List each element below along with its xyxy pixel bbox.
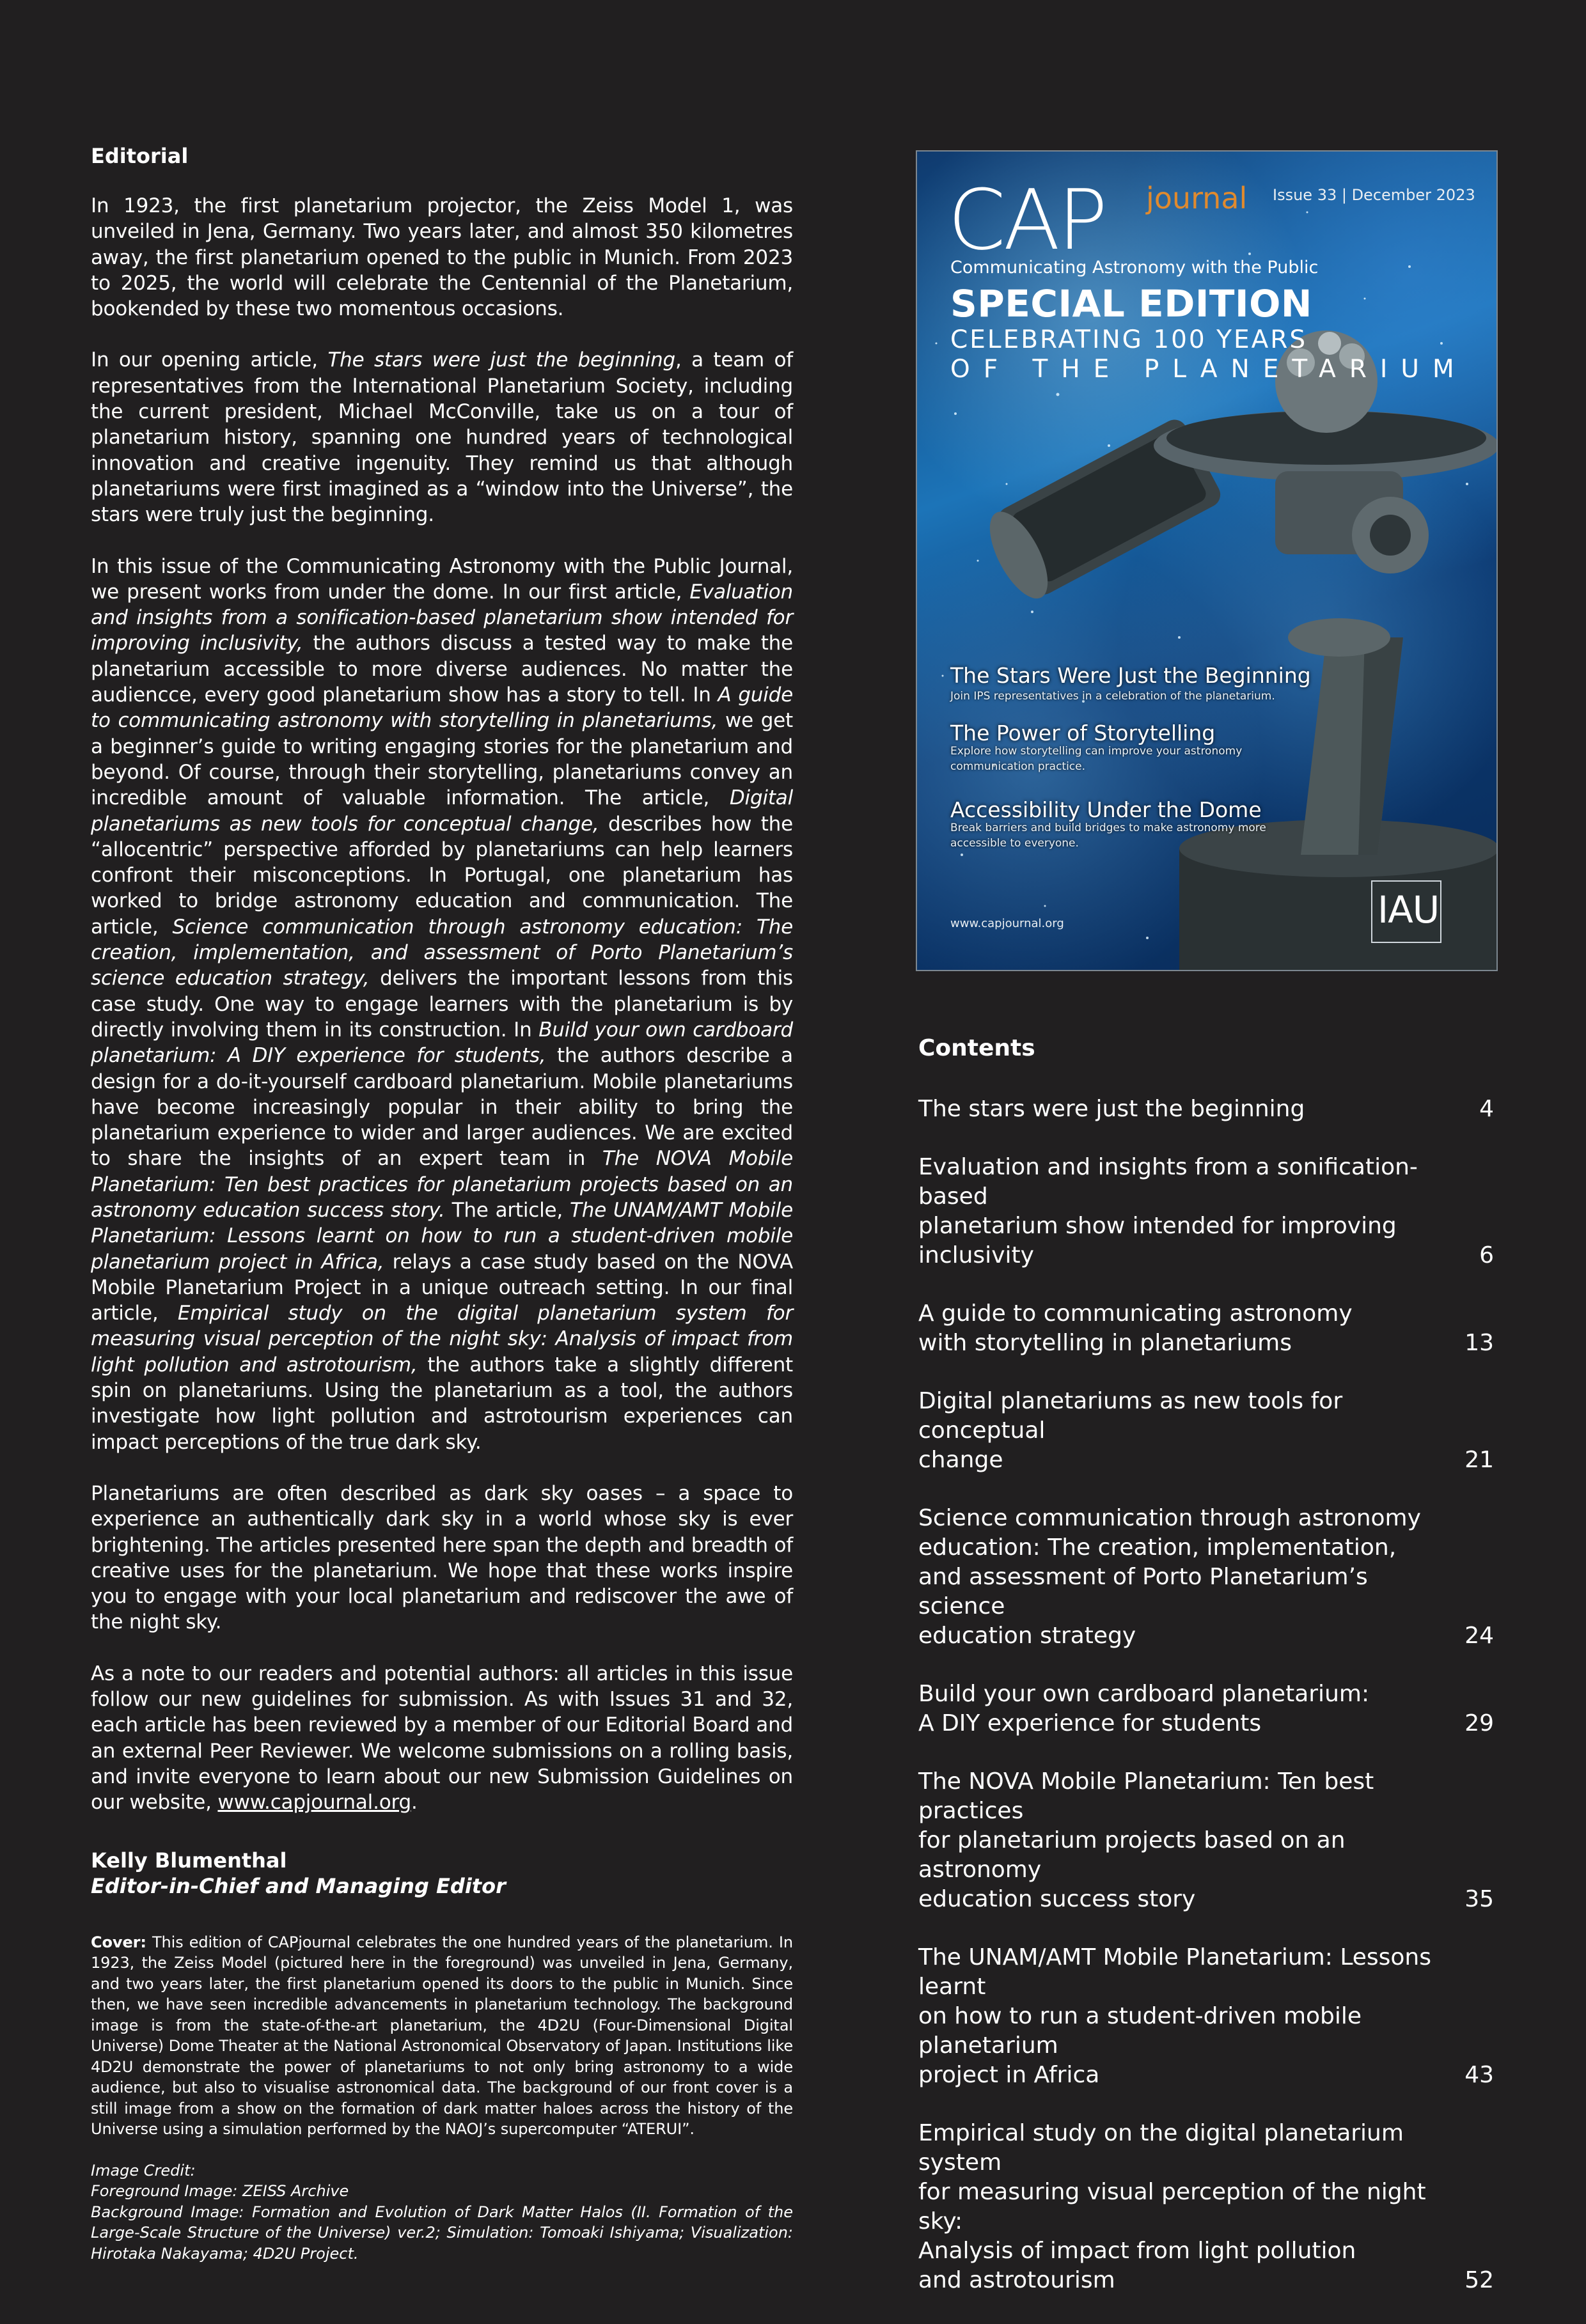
- toc-entry[interactable]: [918, 1943, 1494, 2090]
- website-link[interactable]: www.capjournal.org: [217, 1791, 411, 1814]
- toc-entry[interactable]: [918, 1767, 1494, 1914]
- editorial-heading: Editorial: [91, 144, 189, 168]
- celebrating-line-2: OF THE PLANETARIUM: [950, 355, 1468, 384]
- contents-heading: Contents: [918, 1035, 1035, 1061]
- toc-entry-title: A guide to communicating astronomy with storytelling in planetariums: [918, 1300, 1353, 1356]
- journal-logo-suffix: journal: [1146, 181, 1248, 215]
- image-credits: [91, 2160, 793, 2265]
- cover-feature-subtitle: Break barriers and build bridges to make astronomy more accessible to everyone.: [950, 822, 1266, 850]
- editorial-paragraph-1: In 1923, the first planetarium projector, the Zeiss Model 1, was unveiled in Jena, Germany. Two years later, and almost 350 kilometres away, the first planetarium opened to the public in Munich. From 2023 to 2025, the world will celebrate the Centennial of the Planetarium, bookended by these two momentous occasions.: [91, 194, 793, 321]
- toc-entry[interactable]: [918, 1387, 1494, 1475]
- toc-entry-title: The UNAM/AMT Mobile Planetarium: Lessons learnt on how to run a student-driven mobile planetarium project in Africa: [918, 1944, 1432, 2088]
- toc-list: [918, 1095, 1494, 2295]
- cap-logo: CAP: [948, 171, 1106, 269]
- toc-entry[interactable]: [918, 1299, 1494, 1358]
- toc-entry-page: 4: [1479, 1096, 1494, 1122]
- iau-logo: IAU: [1378, 888, 1440, 932]
- issue-label: Issue 33 | December 2023: [1273, 186, 1475, 204]
- toc-entry-title: Science communication through astronomy education: The creation, implementation, and assessment of Porto Planetarium’s science education strategy: [918, 1505, 1421, 1649]
- cover-tagline: Communicating Astronomy with the Public: [950, 258, 1319, 277]
- toc-entry-title: Evaluation and insights from a sonification-based planetarium show intended for improving inclusivity: [918, 1154, 1418, 1268]
- cover-feature-title: The Stars Were Just the Beginning: [950, 663, 1311, 688]
- toc-entry-page: 24: [1464, 1623, 1494, 1649]
- toc-entry-title: The NOVA Mobile Planetarium: Ten best practices for planetarium projects based on an astronomy education success story: [918, 1768, 1374, 1912]
- toc-entry[interactable]: [918, 2119, 1494, 2295]
- cover-feature-subtitle: Explore how storytelling can improve your astronomy communication practice.: [950, 745, 1243, 773]
- toc-entry[interactable]: [918, 1095, 1494, 1124]
- cover-image: [916, 150, 1498, 971]
- table-of-contents: [918, 1031, 1494, 2324]
- cover-caption: Cover: This edition of CAPjournal celebrates the one hundred years of the planetarium. In 1923, the Zeiss Model (pictured here in the foreground) was unveiled in Jena, Germany, and two years later, the first planetarium opened its doors to the public in Munich. Since then, we have seen incredible advancements in planetarium technology. The background image is from the state-of-the-art planetarium, the 4D2U (Four-Dimensional Digital Universe) Dome Theater at the National Astronomical Observatory of Japan. Institutions like 4D2U demonstrate the power of planetariums to not only bring astronomy to a wide audience, but also to visualise astronomical data. The background of our front cover is a still image from a show on the formation of dark matter haloes across the history of the Universe using a simulation performed by the NAOJ’s supercomputer “ATERUI”.: [91, 1933, 793, 2139]
- editorial-paragraph-4: Planetariums are often described as dark sky oases – a space to experience an authentically dark sky in a world whose sky is ever brightening. The articles presented here span the depth and breadth of creative uses for the planetarium. We hope that these works inspire you to engage with your local planetarium and rediscover the awe of the night sky.: [91, 1481, 793, 1634]
- credit-background: Background Image: Formation and Evolution of Dark Matter Halos (II. Formation of the Large-Scale Structure of the Universe) ver.2; Simulation: Tomoaki Ishiyama; Visualization: Hirotaka Nakayama; 4D2U Project.: [91, 2203, 793, 2263]
- toc-entry-page: 21: [1464, 1447, 1494, 1473]
- editorial-paragraph-2: In our opening article, The stars were just the beginning, a team of representatives from the International Planetarium Society, including the current president, Michael McConville, take us on a tour of planetarium history, spanning one hundred years of technological innovation and creative ingenuity. They remind us that although planetariums were first imagined as a “window into the Universe”, the stars were truly just the beginning.: [91, 348, 793, 527]
- editorial-column: [91, 142, 793, 2264]
- special-edition-title: SPECIAL EDITION: [950, 282, 1312, 325]
- toc-entry[interactable]: [918, 1153, 1494, 1270]
- toc-entry-title: Build your own cardboard planetarium: A DIY experience for students: [918, 1681, 1370, 1736]
- cover-feature-title: Accessibility Under the Dome: [950, 797, 1262, 822]
- editorial-paragraph-3: In this issue of the Communicating Astronomy with the Public Journal, we present works from under the dome. In our first article, Evaluation and insights from a sonification-based planetarium show intended for improving inclusivity, the authors discuss a tested way to make the planetarium accessible to more diverse audiences. No matter the audiencce, every good planetarium show has a story to tell. In A guide to communicating astronomy with storytelling in planetariums, we get a beginner’s guide to writing engaging stories for the planetarium and beyond. Of course, through their storytelling, planetariums convey an incredible amount of valuable information. The article, Digital planetariums as new tools for conceptual change, describes how the “allocentric” perspective afforded by planetariums can help learners confront their misconceptions. In Portugal, one planetarium has worked to bridge astronomy education and communication. The article, Science communication through astronomy education: The creation, implementation, and assessment of Porto Planetarium’s science education strategy, delivers the important lessons from this case study. One way to engage learners with the planetarium is by directly involving them in its construction. In Build your own cardboard planetarium: A DIY experience for students, the authors describe a design for a do-it-yourself cardboard planetarium. Mobile planetariums have become increasingly popular in their ability to bring the planetarium experience to wider and larger audiences. We are excited to share the insights of an expert team in The NOVA Mobile Planetarium: Ten best practices for planetarium projects based on an astronomy education success story. The article, The UNAM/AMT Mobile Planetarium: Lessons learnt on how to run a student-driven mobile planetarium project in Africa, relays a case study based on the NOVA Mobile Planetarium Project in a unique outreach setting. In our final article, Empirical study on the digital planetarium system for measuring visual perception of the night sky: Analysis of impact from light pollution and astrotourism, the authors take a slightly different spin on planetariums. Using the planetarium as a tool, the authors investigate how light pollution and astrotourism experiences can impact perceptions of the true dark sky.: [91, 554, 794, 1454]
- cover-feature-title: The Power of Storytelling: [950, 721, 1216, 745]
- toc-entry-title: The stars were just the beginning: [918, 1096, 1305, 1122]
- credit-foreground: Foreground Image: ZEISS Archive: [91, 2182, 349, 2201]
- toc-entry-page: 6: [1479, 1242, 1494, 1268]
- cover-url: www.capjournal.org: [950, 917, 1064, 930]
- toc-entry-page: 13: [1464, 1330, 1494, 1356]
- author-name: Kelly Blumenthal: [91, 1848, 287, 1873]
- toc-entry-title: Digital planetariums as new tools for conceptual change: [918, 1388, 1343, 1473]
- cover-feature-subtitle: Join IPS representatives in a celebration of the planetarium.: [950, 690, 1275, 703]
- toc-entry-title: Empirical study on the digital planetarium system for measuring visual perception of the night sky: Analysis of impact from light pollution and astrotourism: [918, 2120, 1426, 2293]
- toc-entry-page: 35: [1464, 1886, 1494, 1912]
- credit-heading: Image Credit:: [91, 2161, 196, 2180]
- toc-entry-page: 29: [1464, 1710, 1494, 1736]
- author-role: Editor-in-Chief and Managing Editor: [91, 1873, 506, 1898]
- editorial-paragraph-5: As a note to our readers and potential authors: all articles in this issue follow our new guidelines for submission. As with Issues 31 and 32, each article has been reviewed by a member of our Editorial Board and an external Peer Reviewer. We welcome submissions on a rolling basis, and invite everyone to learn about our new Submission Guidelines on our website, www.capjournal.org.: [91, 1662, 793, 1814]
- toc-entry[interactable]: [918, 1680, 1494, 1738]
- celebrating-line-1: CELEBRATING 100 YEARS: [950, 325, 1308, 354]
- toc-entry-page: 52: [1464, 2267, 1494, 2293]
- toc-entry[interactable]: [918, 1504, 1494, 1651]
- toc-entry-page: 43: [1464, 2062, 1494, 2088]
